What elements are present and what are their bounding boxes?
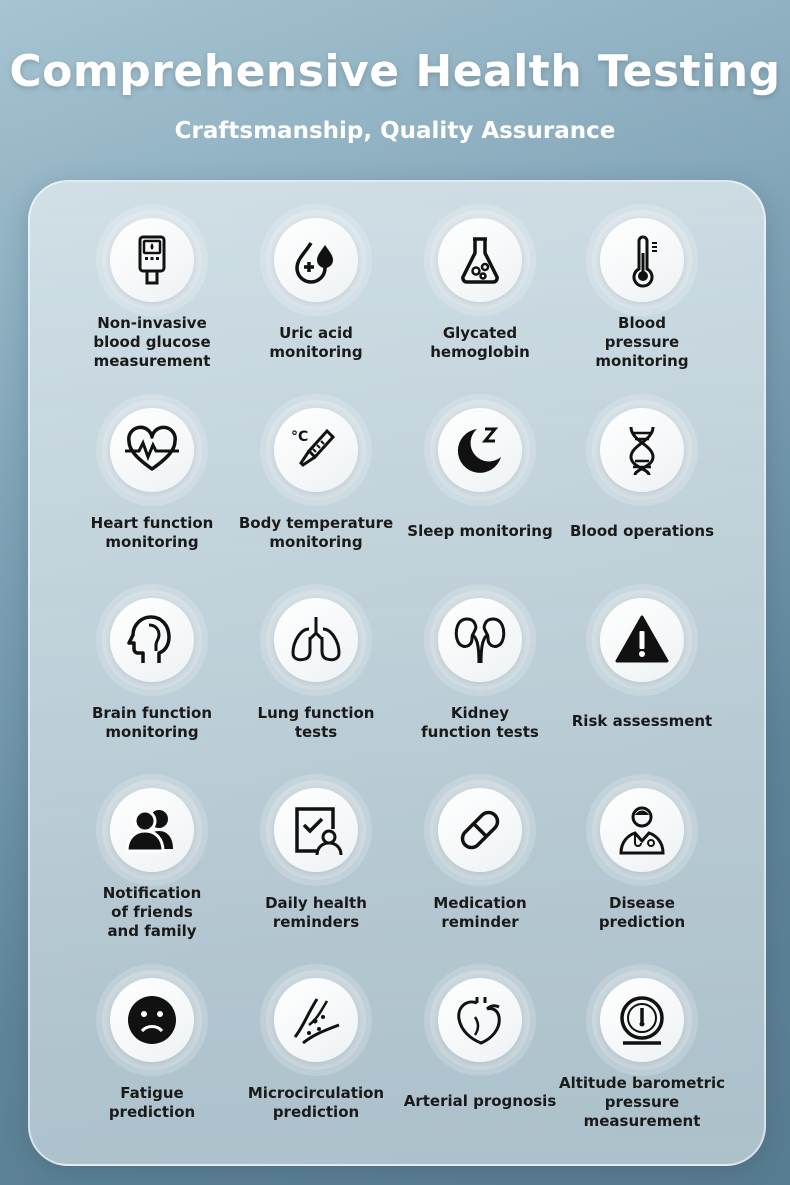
feature-label-line: reminders: [272, 913, 360, 931]
feature-label-line: monitoring: [269, 343, 363, 361]
feature-label-line: hemoglobin: [430, 343, 530, 361]
feature-label-line: Notification: [102, 884, 202, 902]
feature-label-line: Fatigue: [120, 1084, 184, 1102]
page-title: Comprehensive Health Testing: [9, 46, 781, 97]
page-subtitle: Craftsmanship, Quality Assurance: [174, 118, 616, 144]
feature-label-line: monitoring: [105, 533, 199, 551]
feature-label: [390, 324, 570, 362]
feature-label: [552, 712, 732, 731]
svg-text:°C: °C: [291, 429, 309, 445]
feature-label-line: Glycated: [442, 324, 518, 342]
warning-icon: [600, 598, 684, 682]
anatomical-heart-icon: [438, 978, 522, 1062]
feature-label: [390, 704, 570, 742]
feature-item: [62, 210, 242, 395]
feature-label-line: reminder: [441, 913, 519, 931]
feature-item: [552, 780, 732, 965]
feature-item: [390, 780, 570, 965]
feature-label-line: Daily health: [265, 894, 367, 912]
pill-icon: [438, 788, 522, 872]
feature-label: [226, 1084, 406, 1122]
feature-label: [62, 514, 242, 552]
feature-label-line: Blood: [618, 314, 666, 332]
feature-label: [390, 894, 570, 932]
head-profile-icon: [110, 598, 194, 682]
feature-item: [226, 210, 406, 395]
sad-face-icon: [110, 978, 194, 1062]
feature-label-line: Lung function: [257, 704, 375, 722]
feature-item: [226, 970, 406, 1155]
features-grid: [30, 182, 764, 1164]
feature-item: [552, 210, 732, 395]
dna-icon: [600, 408, 684, 492]
feature-label-line: prediction: [272, 1103, 360, 1121]
feature-label-line: measurement: [93, 352, 211, 370]
kidneys-icon: [438, 598, 522, 682]
feature-label: [226, 514, 406, 552]
temperature-thermometer-icon: [274, 408, 358, 492]
feature-item: [226, 400, 406, 585]
moon-sleep-icon: [438, 408, 522, 492]
flask-icon: [438, 218, 522, 302]
feature-label-line: Arterial prognosis: [403, 1092, 557, 1110]
feature-label-line: Blood operations: [569, 522, 715, 540]
doctor-icon: [600, 788, 684, 872]
feature-label-line: Brain function: [91, 704, 213, 722]
feature-label-line: Kidney: [450, 704, 510, 722]
feature-item: [552, 590, 732, 775]
feature-item: [552, 400, 732, 585]
feature-item: [62, 400, 242, 585]
feature-label: [62, 884, 242, 941]
feature-label: [552, 1074, 732, 1131]
feature-label-line: Sleep monitoring: [407, 522, 553, 540]
feature-label-line: Disease: [609, 894, 675, 912]
feature-label: [552, 314, 732, 371]
feature-item: [390, 400, 570, 585]
feature-label: [62, 1084, 242, 1122]
feature-label-line: prediction: [598, 913, 686, 931]
gauge-icon: [600, 978, 684, 1062]
feature-label-line: and family: [107, 922, 197, 940]
feature-item: [62, 590, 242, 775]
feature-label-line: Microcirculation: [247, 1084, 385, 1102]
features-card: [28, 180, 766, 1166]
feature-label-line: tests: [294, 723, 338, 741]
checklist-user-icon: [274, 788, 358, 872]
feature-item: [62, 780, 242, 965]
thermometer-icon: [600, 218, 684, 302]
feature-label-line: Medication: [433, 894, 527, 912]
feature-label-line: function tests: [421, 723, 539, 741]
feature-label: [62, 314, 242, 371]
feature-label: [226, 894, 406, 932]
feature-item: [390, 590, 570, 775]
uric-acid-drops-icon: [274, 218, 358, 302]
feature-label: [552, 894, 732, 932]
feature-label: [62, 704, 242, 742]
feature-item: [552, 970, 732, 1155]
feature-label-line: of friends: [111, 903, 193, 921]
feature-label-line: blood glucose: [93, 333, 211, 351]
feature-label: [390, 522, 570, 541]
feature-item: [390, 970, 570, 1155]
feature-item: [226, 590, 406, 775]
feature-label-line: pressure: [604, 1093, 680, 1111]
feature-item: [62, 970, 242, 1155]
feature-label-line: Uric acid: [279, 324, 353, 342]
people-icon: [110, 788, 194, 872]
feature-label-line: prediction: [108, 1103, 196, 1121]
feature-label-line: monitoring: [595, 352, 689, 370]
feature-label-line: Heart function: [90, 514, 214, 532]
feature-label: [552, 522, 732, 541]
lungs-icon: [274, 598, 358, 682]
feature-item: [390, 210, 570, 395]
feature-label-line: Risk assessment: [571, 712, 713, 730]
heart-pulse-icon: [110, 408, 194, 492]
microcirculation-icon: [274, 978, 358, 1062]
feature-label: [226, 704, 406, 742]
feature-label-line: measurement: [583, 1112, 701, 1130]
feature-label-line: Non-invasive: [97, 314, 207, 332]
feature-item: [226, 780, 406, 965]
glucose-meter-icon: [110, 218, 194, 302]
feature-label-line: pressure: [604, 333, 680, 351]
feature-label: [390, 1092, 570, 1111]
feature-label-line: Body temperature: [238, 514, 394, 532]
feature-label: [226, 324, 406, 362]
feature-label-line: monitoring: [269, 533, 363, 551]
feature-label-line: Altitude barometric: [558, 1074, 725, 1092]
feature-label-line: monitoring: [105, 723, 199, 741]
